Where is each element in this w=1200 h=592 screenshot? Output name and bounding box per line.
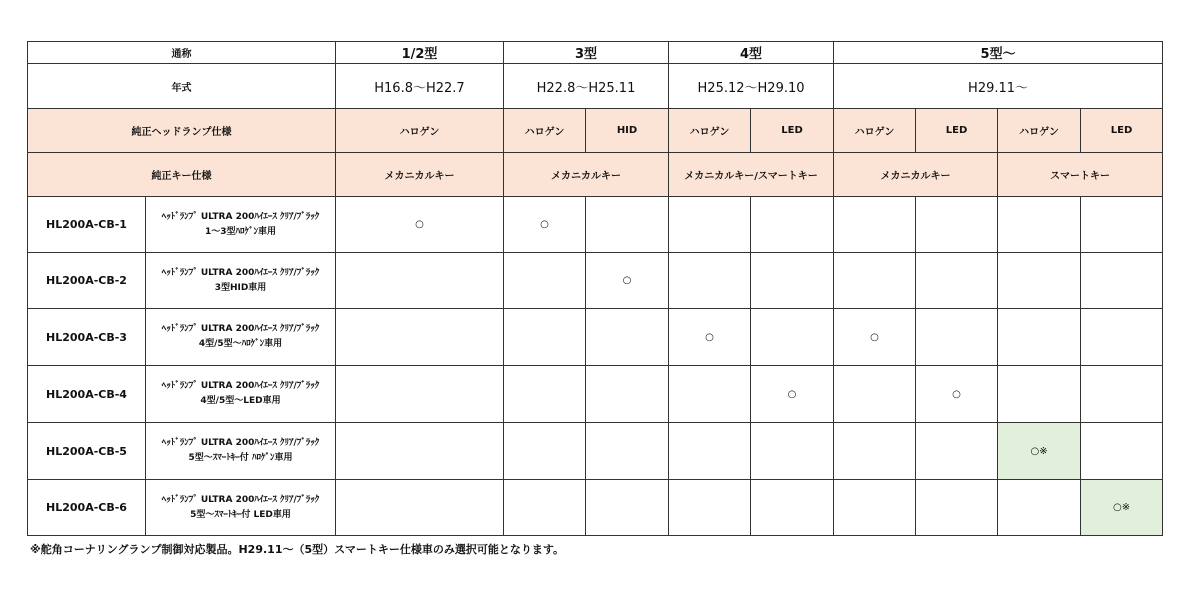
compatibility-mark xyxy=(669,197,751,253)
compatibility-mark xyxy=(916,480,998,536)
headlamp-cell: LED xyxy=(751,109,834,153)
headlamp-cell: HID xyxy=(586,109,669,153)
compatibility-mark: ○ xyxy=(504,197,586,253)
key-cell: スマートキー xyxy=(998,153,1163,197)
product-code: HL200A-CB-6 xyxy=(28,480,146,536)
compatibility-mark xyxy=(504,366,586,423)
compatibility-mark xyxy=(751,480,834,536)
compatibility-mark xyxy=(504,309,586,366)
year-label: 年式 xyxy=(28,64,336,109)
key-cell: メカニカルキー xyxy=(834,153,998,197)
product-code: HL200A-CB-5 xyxy=(28,423,146,480)
product-code: HL200A-CB-2 xyxy=(28,253,146,309)
year-1-2: H16.8～H22.7 xyxy=(336,64,504,109)
compatibility-mark xyxy=(751,253,834,309)
nickname-label: 通称 xyxy=(28,42,336,64)
compatibility-mark xyxy=(336,253,504,309)
compatibility-mark xyxy=(998,366,1081,423)
headlamp-cell: ハロゲン xyxy=(669,109,751,153)
compatibility-mark xyxy=(669,366,751,423)
compatibility-mark xyxy=(998,197,1081,253)
product-name xyxy=(146,366,336,423)
compatibility-mark xyxy=(586,366,669,423)
compatibility-mark xyxy=(336,366,504,423)
compatibility-mark xyxy=(916,423,998,480)
compatibility-mark xyxy=(504,423,586,480)
compatibility-mark xyxy=(916,309,998,366)
compatibility-mark xyxy=(834,423,916,480)
compatibility-mark: ○ xyxy=(586,253,669,309)
year-5: H29.11～ xyxy=(834,64,1163,109)
product-name-line1: ﾍｯﾄﾞﾗﾝﾌﾟ ULTRA 200ﾊｲｴｰｽ ｸﾘｱ/ﾌﾞﾗｯｸ xyxy=(161,438,320,448)
key-cell: メカニカルキー xyxy=(336,153,504,197)
product-name-line1: ﾍｯﾄﾞﾗﾝﾌﾟ ULTRA 200ﾊｲｴｰｽ ｸﾘｱ/ﾌﾞﾗｯｸ xyxy=(161,494,320,505)
headlamp-cell: ハロゲン xyxy=(834,109,916,153)
headlamp-cell: ハロゲン xyxy=(504,109,586,153)
compatibility-mark xyxy=(336,309,504,366)
compatibility-mark xyxy=(504,253,586,309)
compatibility-mark xyxy=(336,480,504,536)
product-name-line2: 4型/5型～ﾊﾛｹﾞﾝ車用 xyxy=(198,339,283,349)
compatibility-mark xyxy=(669,480,751,536)
year-row xyxy=(28,64,1163,109)
compatibility-mark xyxy=(586,423,669,480)
product-code: HL200A-CB-3 xyxy=(28,309,146,366)
year-3: H22.8～H25.11 xyxy=(504,64,669,109)
product-name xyxy=(146,480,336,536)
compatibility-mark xyxy=(834,197,916,253)
product-name xyxy=(146,197,336,253)
headlamp-row xyxy=(28,109,1163,153)
compatibility-mark: ○※ xyxy=(998,423,1081,480)
compatibility-mark xyxy=(916,253,998,309)
generation-4: 4型 xyxy=(669,42,834,64)
compatibility-mark xyxy=(751,309,834,366)
compatibility-mark xyxy=(669,253,751,309)
compatibility-mark: ○ xyxy=(336,197,504,253)
product-name-line1: ﾍｯﾄﾞﾗﾝﾌﾟ ULTRA 200ﾊｲｴｰｽ ｸﾘｱ/ﾌﾞﾗｯｸ xyxy=(161,324,320,334)
compatibility-mark xyxy=(834,253,916,309)
compatibility-mark xyxy=(586,197,669,253)
year-4: H25.12～H29.10 xyxy=(669,64,834,109)
compatibility-mark xyxy=(504,480,586,536)
compatibility-mark xyxy=(1081,253,1163,309)
compatibility-mark xyxy=(669,423,751,480)
compatibility-mark xyxy=(1081,197,1163,253)
generation-3: 3型 xyxy=(504,42,669,64)
product-row xyxy=(28,366,1163,423)
product-name-line1: ﾍｯﾄﾞﾗﾝﾌﾟ ULTRA 200ﾊｲｴｰｽ ｸﾘｱ/ﾌﾞﾗｯｸ xyxy=(161,267,320,278)
product-name-line2: 3型HID車用 xyxy=(214,282,267,293)
product-row xyxy=(28,480,1163,536)
compatibility-mark xyxy=(1081,309,1163,366)
headlamp-cell: ハロゲン xyxy=(336,109,504,153)
product-name-line1: ﾍｯﾄﾞﾗﾝﾌﾟ ULTRA 200ﾊｲｴｰｽ ｸﾘｱ/ﾌﾞﾗｯｸ xyxy=(161,211,320,222)
compatibility-mark xyxy=(751,423,834,480)
compatibility-mark xyxy=(916,197,998,253)
key-row xyxy=(28,153,1163,197)
product-name-line2: 4型/5型～LED車用 xyxy=(200,396,281,406)
headlamp-cell: LED xyxy=(1081,109,1163,153)
product-row xyxy=(28,253,1163,309)
product-row xyxy=(28,309,1163,366)
product-name-line1: ﾍｯﾄﾞﾗﾝﾌﾟ ULTRA 200ﾊｲｴｰｽ ｸﾘｱ/ﾌﾞﾗｯｸ xyxy=(161,381,320,391)
key-cell: メカニカルキー/スマートキー xyxy=(669,153,834,197)
headlamp-label: 純正ヘッドランプ仕様 xyxy=(28,109,336,153)
compatibility-mark xyxy=(998,309,1081,366)
product-name-line2: 5型～ｽﾏｰﾄｷｰ付 LED車用 xyxy=(190,509,291,520)
compatibility-mark xyxy=(586,309,669,366)
compatibility-mark: ○ xyxy=(834,309,916,366)
compatibility-mark xyxy=(586,480,669,536)
compatibility-mark xyxy=(336,423,504,480)
product-row xyxy=(28,423,1163,480)
key-label: 純正キー仕様 xyxy=(28,153,336,197)
product-code: HL200A-CB-4 xyxy=(28,366,146,423)
product-name xyxy=(146,309,336,366)
compatibility-mark xyxy=(834,480,916,536)
product-name xyxy=(146,423,336,480)
compatibility-mark: ○ xyxy=(916,366,998,423)
headlamp-cell: LED xyxy=(916,109,998,153)
compatibility-mark: ○ xyxy=(669,309,751,366)
compatibility-mark xyxy=(998,253,1081,309)
product-row xyxy=(28,197,1163,253)
compatibility-mark: ○※ xyxy=(1081,480,1163,536)
key-cell: メカニカルキー xyxy=(504,153,669,197)
headlamp-cell: ハロゲン xyxy=(998,109,1081,153)
product-name-line2: 5型～ｽﾏｰﾄｷｰ付 ﾊﾛｹﾞﾝ車用 xyxy=(188,453,293,463)
product-name-line2: 1～3型ﾊﾛｹﾞﾝ車用 xyxy=(204,226,277,237)
compatibility-mark xyxy=(998,480,1081,536)
compatibility-mark xyxy=(1081,366,1163,423)
compatibility-mark: ○ xyxy=(751,366,834,423)
product-code: HL200A-CB-1 xyxy=(28,197,146,253)
compatibility-mark xyxy=(1081,423,1163,480)
footnote: ※舵角コーナリングランプ制御対応製品。H29.11～（5型）スマートキー仕様車のみ選択可能となります。 xyxy=(30,543,565,556)
compatibility-table xyxy=(27,41,1163,536)
compatibility-mark xyxy=(751,197,834,253)
generation-row xyxy=(28,42,1163,64)
generation-1-2: 1/2型 xyxy=(336,42,504,64)
product-name xyxy=(146,253,336,309)
compatibility-mark xyxy=(834,366,916,423)
generation-5: 5型～ xyxy=(834,42,1163,64)
